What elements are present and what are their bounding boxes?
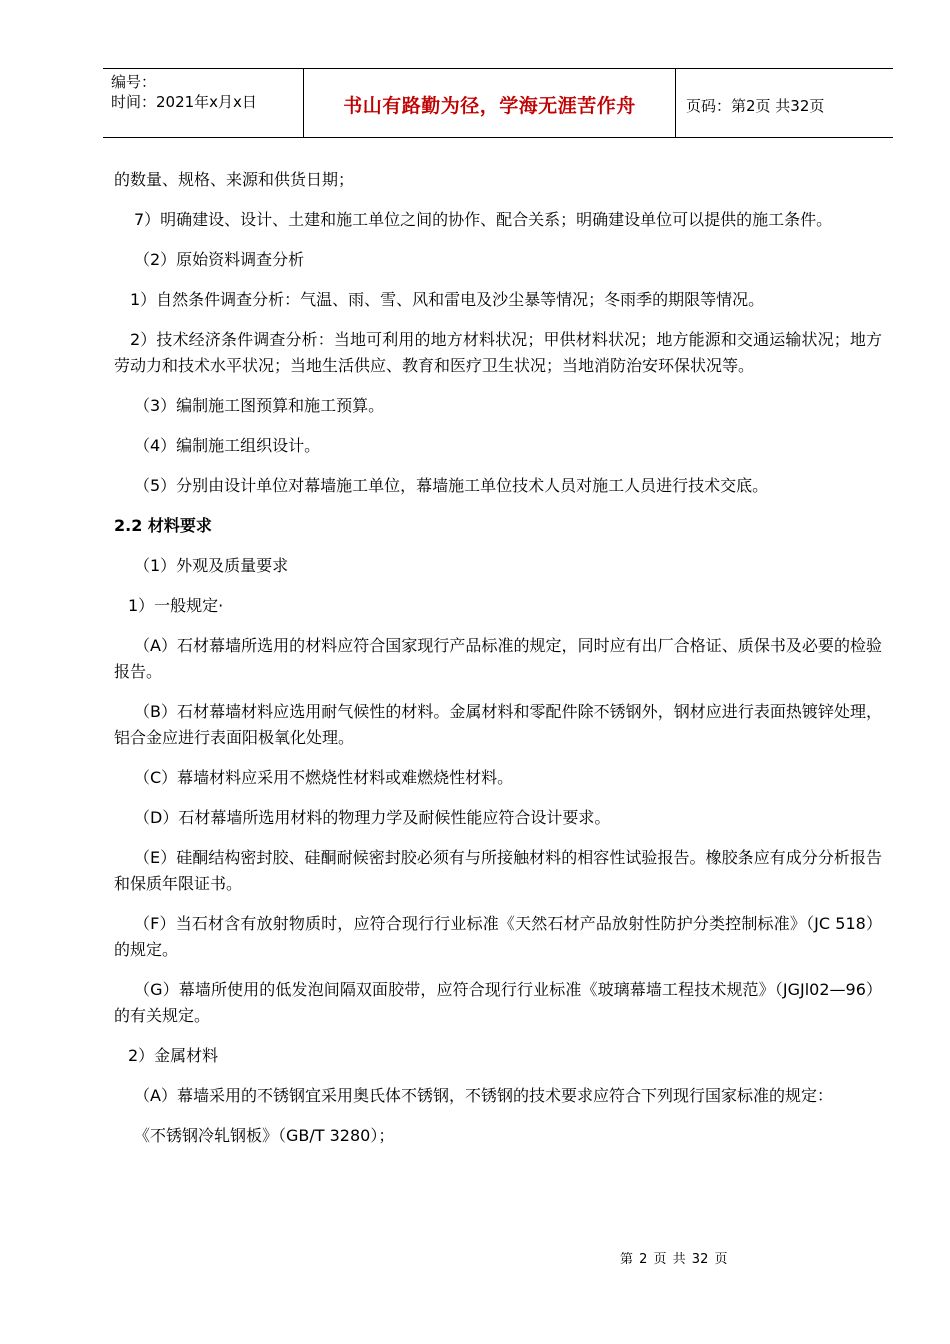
paragraph: 2）金属材料 (128, 1046, 219, 1065)
section-heading: 2.2 材料要求 (114, 516, 212, 535)
paragraph: （A）幕墙采用的不锈钢宜采用奥氏体不锈钢，不锈钢的技术要求应符合下列现行国家标准的规定： (134, 1086, 833, 1105)
paragraph: （G）幕墙所使用的低发泡间隔双面胶带，应符合现行行业标准《玻璃幕墙工程技术规范》（JGJl02—96）的有关规定。 (114, 980, 882, 1025)
paragraph: 1）一般规定· (128, 596, 224, 615)
header-motto: 书山有路勤为径，学海无涯苦作舟 (343, 95, 636, 117)
paragraph: （4）编制施工组织设计。 (134, 436, 321, 455)
paragraph: 《不锈钢冷轧钢板》（GB/T 3280）； (134, 1126, 395, 1145)
paragraph: 7）明确建设、设计、土建和施工单位之间的协作、配合关系；明确建设单位可以提供的施工条件。 (134, 210, 833, 229)
header-page-code: 页码：第2页 共32页 (686, 97, 825, 115)
paragraph: 的数量、规格、来源和供货日期； (114, 170, 355, 189)
document-body (114, 167, 882, 1163)
header-motto-cell (304, 69, 676, 137)
paragraph: （1）外观及质量要求 (134, 556, 289, 575)
paragraph: （B）石材幕墙材料应选用耐气候性的材料。金属材料和零配件除不锈钢外，钢材应进行表面热镀锌处理，铝合金应进行表面阳极氧化处理。 (114, 702, 882, 747)
paragraph: （A）石材幕墙所选用的材料应符合国家现行产品标准的规定，同时应有出厂合格证、质保书及必要的检验报告。 (114, 636, 882, 681)
paragraph: 2）技术经济条件调查分析：当地可利用的地方材料状况；甲供材料状况；地方能源和交通运输状况；地方劳动力和技术水平状况；当地生活供应、教育和医疗卫生状况；当地消防治安环保状况等。 (114, 330, 882, 375)
page-footer: 第 2 页 共 32 页 (620, 1252, 728, 1267)
paragraph: （5）分别由设计单位对幕墙施工单位，幕墙施工单位技术人员对施工人员进行技术交底。 (134, 476, 769, 495)
header-page-cell (676, 69, 893, 137)
paragraph: （F）当石材含有放射物质时，应符合现行行业标准《天然石材产品放射性防护分类控制标准》（JC 518）的规定。 (114, 914, 882, 959)
paragraph: （E）硅酮结构密封胶、硅酮耐候密封胶必须有与所接触材料的相容性试验报告。橡胶条应有成分分析报告和保质年限证书。 (114, 848, 882, 893)
document-number-label: 编号： (111, 73, 157, 91)
document-time-label: 时间：2021年x月x日 (111, 93, 257, 111)
paragraph: 1）自然条件调查分析：气温、雨、雪、风和雷电及沙尘暴等情况；冬雨季的期限等情况。 (130, 290, 765, 309)
paragraph: （3）编制施工图预算和施工预算。 (134, 396, 385, 415)
header-info-cell (103, 69, 304, 137)
paragraph: （2）原始资料调查分析 (134, 250, 305, 269)
paragraph: （C）幕墙材料应采用不燃烧性材料或难燃烧性材料。 (134, 768, 514, 787)
paragraph: （D）石材幕墙所选用材料的物理力学及耐候性能应符合设计要求。 (134, 808, 611, 827)
page-header (103, 68, 893, 138)
